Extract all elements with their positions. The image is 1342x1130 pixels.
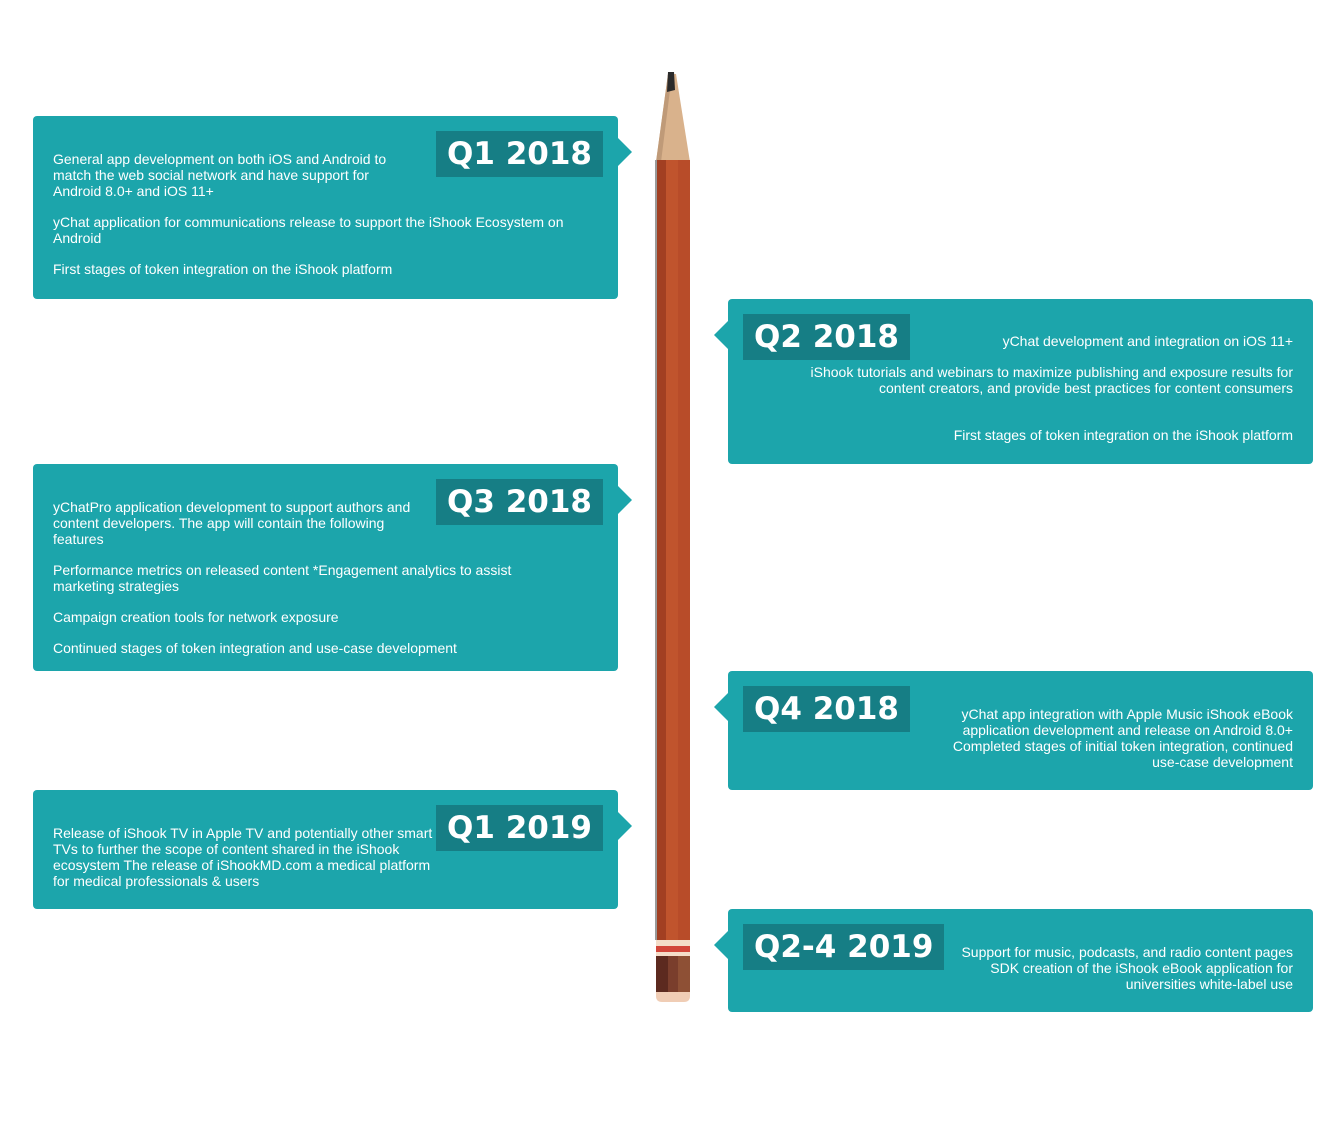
milestone-card-q3-2018	[33, 464, 618, 671]
period-badge: Q4 2018	[743, 686, 910, 732]
milestone-item: yChatPro application development to support authors and content developers. The app will contain the following features	[53, 499, 411, 547]
milestone-item: Support for music, podcasts, and radio content pages SDK creation of the iShook eBook application for universities white-label use	[961, 944, 1293, 992]
milestone-item: First stages of token integration on the iShook platform	[53, 261, 393, 277]
milestone-item: Release of iShook TV in Apple TV and potentially other smart TVs to further the scope of content shared in the iShook ecosystem The release of iShookMD.com a medical platform for medical professionals & users	[53, 825, 433, 889]
milestone-card-q4-2018	[728, 671, 1313, 790]
milestone-card-q2-4-2019	[728, 909, 1313, 1012]
milestone-item: First stages of token integration on the iShook platform	[953, 427, 1293, 443]
period-badge: Q3 2018	[436, 479, 603, 525]
milestone-item: yChat development and integration on iOS 11+	[1002, 333, 1293, 349]
milestone-item: Performance metrics on released content *Engagement analytics to assist marketing strategies	[53, 562, 512, 594]
period-badge: Q2-4 2019	[743, 924, 944, 970]
period-badge: Q1 2018	[436, 131, 603, 177]
period-badge: Q2 2018	[743, 314, 910, 360]
milestone-card-q2-2018	[728, 299, 1313, 464]
period-badge: Q1 2019	[436, 805, 603, 851]
milestone-item: Continued stages of token integration and use-case development	[53, 640, 457, 656]
milestone-item: Campaign creation tools for network exposure	[53, 609, 339, 625]
milestone-item: yChat app integration with Apple Music iShook eBook application development and release on Android 8.0+ Completed stages of initial token integration, continued use-case development	[952, 706, 1293, 770]
milestone-item: yChat application for communications release to support the iShook Ecosystem on Android	[53, 214, 564, 246]
pencil-icon	[654, 70, 692, 1005]
milestone-item: iShook tutorials and webinars to maximize publishing and exposure results for content creators, and provide best practices for content consumers	[810, 364, 1293, 396]
milestone-card-q1-2019	[33, 790, 618, 909]
milestone-card-q1-2018	[33, 116, 618, 299]
milestone-item: General app development on both iOS and Android to match the web social network and have support for Android 8.0+ and iOS 11+	[53, 151, 387, 199]
